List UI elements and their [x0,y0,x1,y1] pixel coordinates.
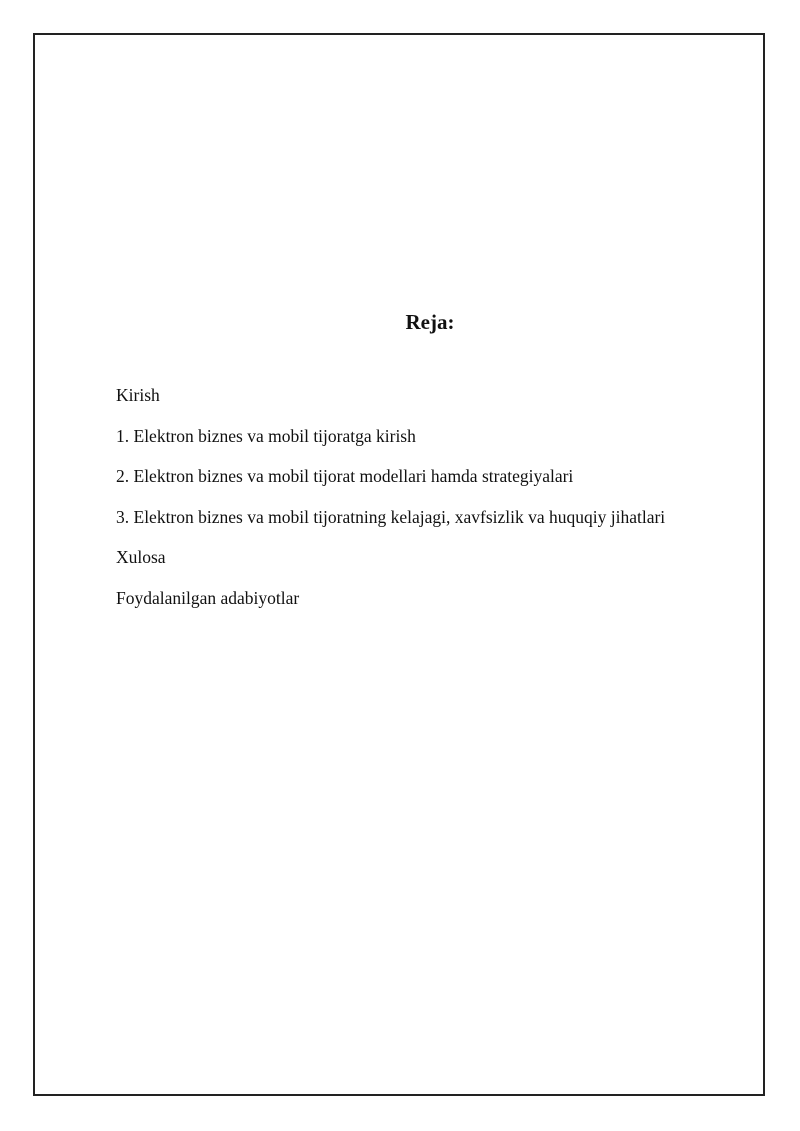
toc-item-chapter-3: 3. Elektron biznes va mobil tijoratning kelajagi, xavfsizlik va huquqiy jihatlari [116,506,666,527]
toc-item-chapter-1: 1. Elektron biznes va mobil tijoratga kirish [116,425,416,446]
toc-item-conclusion: Xulosa [116,547,166,567]
toc-item-introduction: Kirish [116,385,160,405]
toc-item-references: Foydalanilgan adabiyotlar [116,587,300,608]
page-border [33,33,765,1096]
page-title: Reja: [405,310,455,334]
table-of-contents [116,384,665,627]
toc-item-chapter-2: 2. Elektron biznes va mobil tijorat modellari hamda strategiyalari [116,466,574,486]
